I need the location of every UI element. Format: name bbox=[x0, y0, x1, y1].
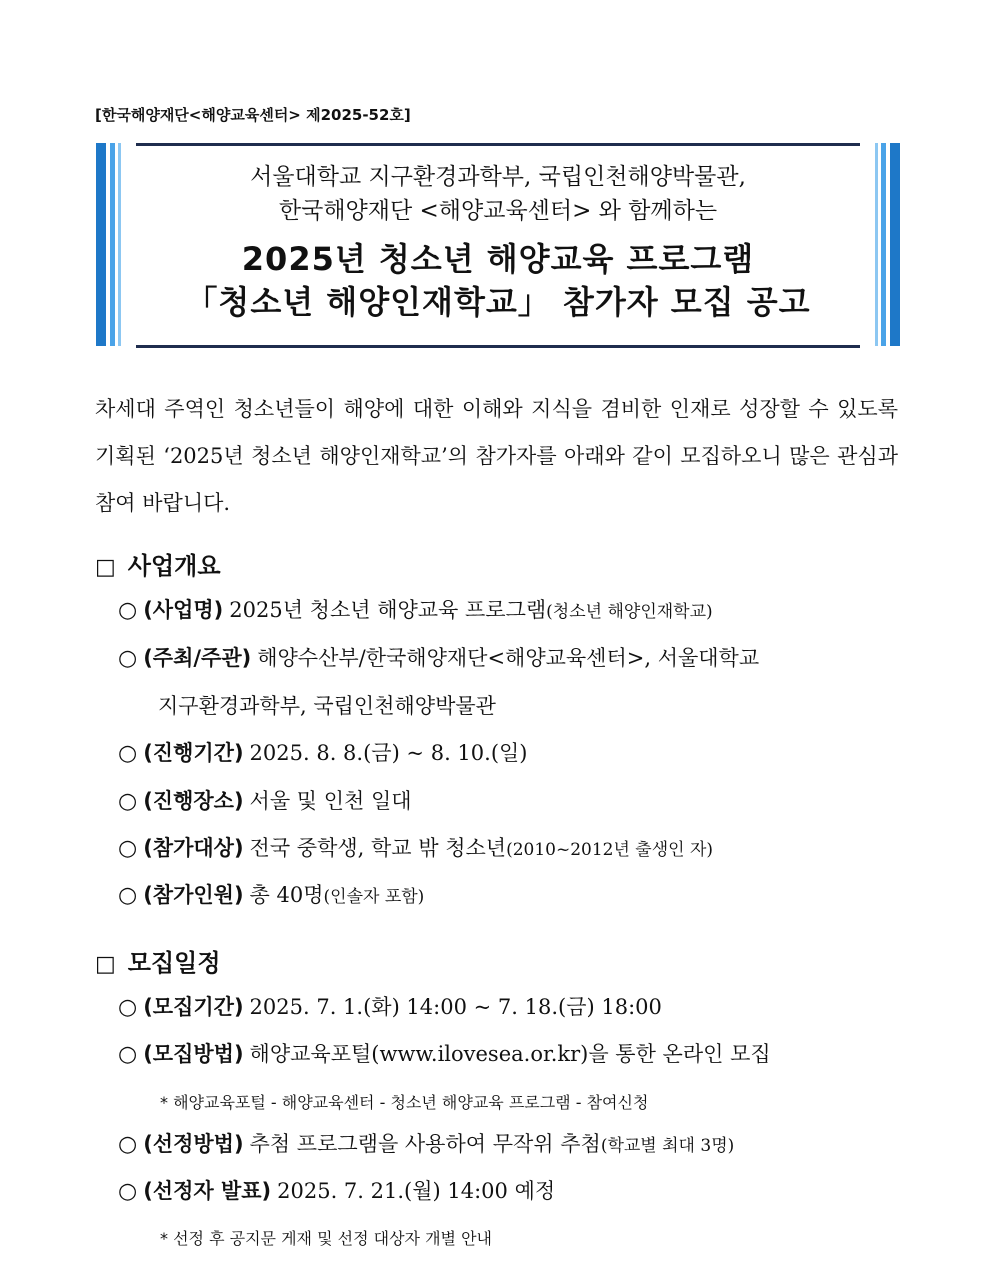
item-label: (모집기간) bbox=[143, 995, 244, 1019]
checkbox-square-icon: □ bbox=[95, 952, 116, 977]
item-text: 2025. 8. 8.(금) ~ 8. 10.(일) bbox=[249, 741, 528, 765]
checkbox-square-icon: □ bbox=[95, 555, 116, 580]
list-item bbox=[118, 825, 908, 873]
decor-bar bbox=[118, 143, 121, 346]
circle-bullet-icon: ○ bbox=[118, 646, 138, 671]
list-item bbox=[118, 1031, 908, 1078]
document-number: [한국해양재단<해양교육센터> 제2025-52호] bbox=[95, 106, 411, 124]
item-footnote: * 해양교육포털 - 해양교육센터 - 청소년 해양교육 프로그램 - 참여신청 bbox=[160, 1093, 649, 1112]
list-item bbox=[118, 872, 908, 920]
decor-bar bbox=[96, 143, 106, 346]
item-label: (선정자 발표) bbox=[143, 1179, 272, 1203]
decor-bar bbox=[875, 143, 878, 346]
list-item bbox=[118, 730, 908, 777]
item-label: (주최/주관) bbox=[143, 646, 252, 670]
title-subline-1: 서울대학교 지구환경과학부, 국립인천해양박물관, bbox=[250, 164, 746, 190]
item-label: (사업명) bbox=[143, 598, 224, 622]
circle-bullet-icon: ○ bbox=[118, 995, 138, 1020]
circle-bullet-icon: ○ bbox=[118, 883, 138, 908]
item-text: 해양수산부/한국해양재단<해양교육센터>, 서울대학교 bbox=[257, 646, 760, 670]
circle-bullet-icon: ○ bbox=[118, 1132, 138, 1157]
decor-bar bbox=[110, 143, 115, 346]
item-text: 2025년 청소년 해양교육 프로그램 bbox=[229, 598, 547, 622]
item-label: (선정방법) bbox=[143, 1132, 244, 1156]
decor-bar bbox=[890, 143, 900, 346]
decor-bar bbox=[881, 143, 886, 346]
circle-bullet-icon: ○ bbox=[118, 598, 138, 623]
section-title: 모집일정 bbox=[127, 949, 221, 977]
item-text: 추첨 프로그램을 사용하여 무작위 추첨 bbox=[249, 1132, 601, 1156]
item-label: (참가인원) bbox=[143, 883, 244, 907]
section-heading-overview bbox=[95, 546, 221, 581]
item-text: 2025. 7. 1.(화) 14:00 ~ 7. 18.(금) 18:00 bbox=[249, 995, 662, 1019]
title-box bbox=[96, 143, 900, 346]
list-item bbox=[118, 1168, 908, 1215]
item-text: 2025. 7. 21.(월) 14:00 예정 bbox=[277, 1179, 556, 1203]
item-text: 전국 중학생, 학교 밖 청소년 bbox=[249, 836, 507, 860]
main-title-line-2: 「청소년 해양인재학교」 참가자 모집 공고 bbox=[185, 283, 811, 321]
list-item bbox=[118, 1121, 908, 1169]
item-note-inline: (청소년 해양인재학교) bbox=[546, 602, 713, 622]
circle-bullet-icon: ○ bbox=[118, 836, 138, 861]
circle-bullet-icon: ○ bbox=[118, 741, 138, 766]
item-footnote: * 선정 후 공지문 게재 및 선정 대상자 개별 안내 bbox=[160, 1229, 492, 1248]
item-text: 총 40명 bbox=[249, 883, 324, 907]
list-item bbox=[118, 778, 908, 825]
item-note-inline: (학교별 최대 3명) bbox=[600, 1136, 735, 1156]
intro-paragraph: 차세대 주역인 청소년들이 해양에 대한 이해와 지식을 겸비한 인재로 성장할 수 있도록 기획된 ‘2025년 청소년 해양인재학교’의 참가자를 아래와 같이 모집하오니 많은 관심과 참여 바랍니다. bbox=[95, 397, 898, 515]
list-item bbox=[118, 984, 908, 1031]
item-note-inline: (인솔자 포함) bbox=[323, 887, 425, 907]
list-item bbox=[118, 587, 908, 635]
section-title: 사업개요 bbox=[127, 552, 221, 580]
item-label: (진행장소) bbox=[143, 789, 244, 813]
section-heading-schedule bbox=[95, 943, 221, 978]
item-continuation: 지구환경과학부, 국립인천해양박물관 bbox=[158, 694, 496, 718]
circle-bullet-icon: ○ bbox=[118, 789, 138, 814]
item-note-inline: (2010~2012년 출생인 자) bbox=[506, 840, 714, 860]
right-decorative-bars bbox=[874, 143, 900, 346]
circle-bullet-icon: ○ bbox=[118, 1042, 138, 1067]
item-text: 해양교육포털(www.ilovesea.or.kr)을 통한 온라인 모집 bbox=[249, 1042, 771, 1066]
title-subline-2: 한국해양재단 <해양교육센터> 와 함께하는 bbox=[278, 198, 718, 224]
item-label: (참가대상) bbox=[143, 836, 244, 860]
item-text: 서울 및 인천 일대 bbox=[249, 789, 412, 813]
item-label: (진행기간) bbox=[143, 741, 244, 765]
list-item bbox=[118, 635, 908, 682]
left-decorative-bars bbox=[96, 143, 122, 346]
title-panel bbox=[136, 143, 860, 348]
item-label: (모집방법) bbox=[143, 1042, 244, 1066]
main-title-line-1: 2025년 청소년 해양교육 프로그램 bbox=[241, 240, 755, 278]
circle-bullet-icon: ○ bbox=[118, 1179, 138, 1204]
